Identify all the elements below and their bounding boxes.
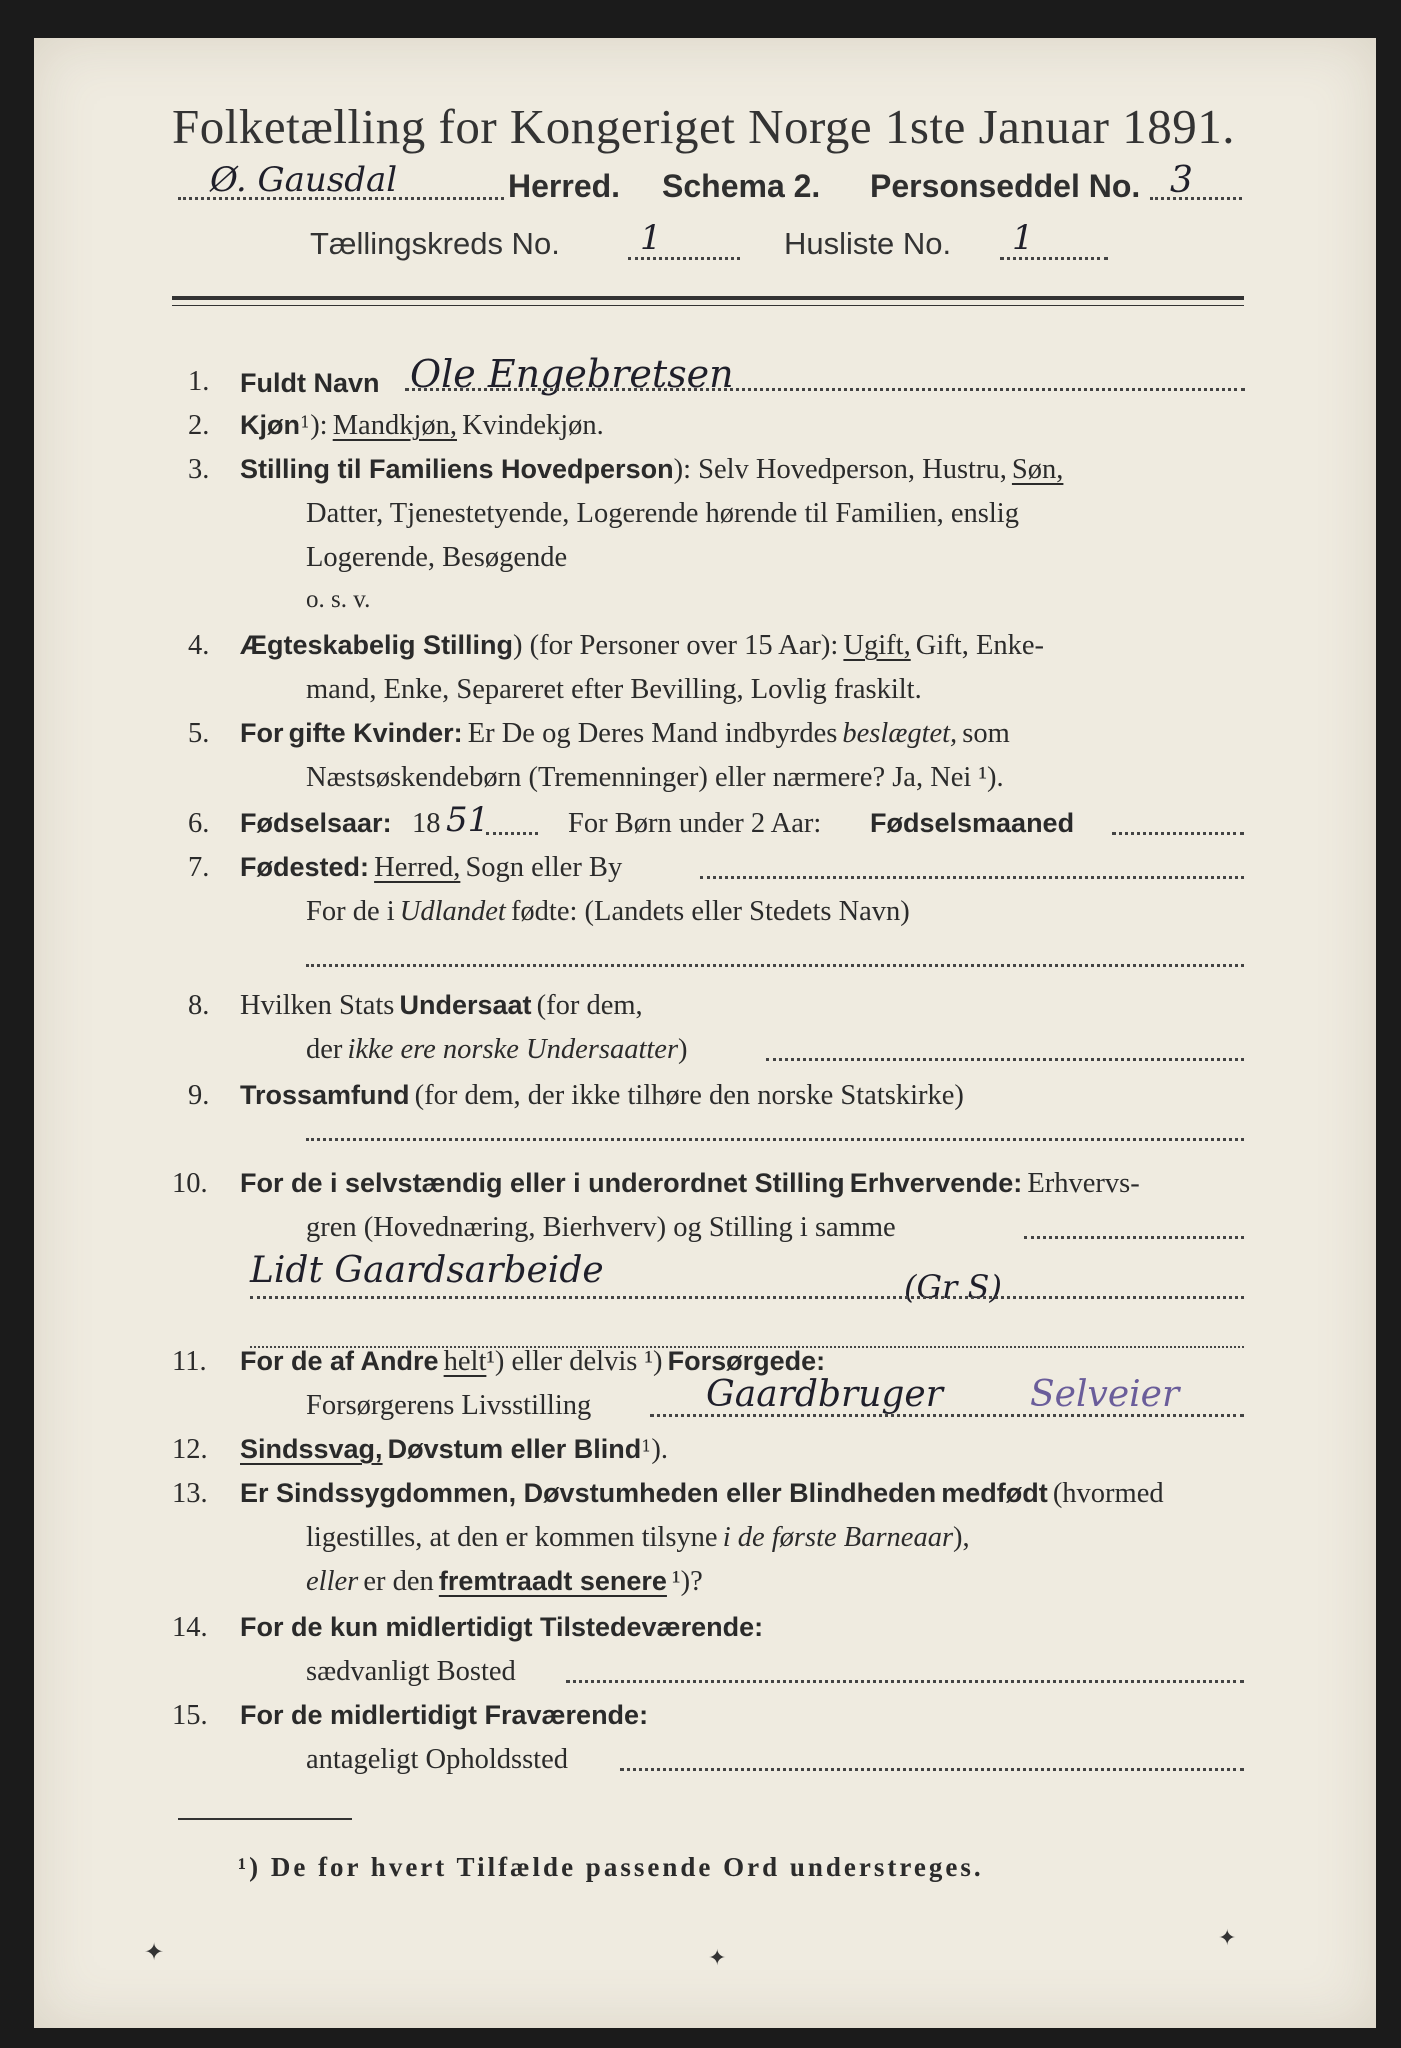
sindssvag-option: Sindssvag, [240, 1434, 383, 1464]
item-6-rest: For Børn under 2 Aar: [568, 808, 822, 839]
birth-year-prefix: 18 [412, 808, 441, 839]
item-14-label: For de kun midlertidigt Tilstedeværende: [240, 1612, 764, 1642]
birth-year-dotline [486, 832, 538, 835]
item-1-dotline [405, 388, 1245, 391]
personseddel-number: 3 [1170, 160, 1193, 201]
item-3-line-1: Stilling til Familiens Hovedperson): Selv Hovedperson, Hustru, Søn, [240, 454, 1064, 485]
item-9-dotline [306, 1138, 1244, 1141]
header-rule-thick [172, 296, 1244, 300]
item-5-number: 5. [188, 718, 210, 749]
item-3-line-2: Datter, Tjenestetyende, Logerende hørende til Familien, enslig [306, 498, 1019, 529]
item-4-line-2: mand, Enke, Separeret efter Bevilling, Lovlig fraskilt. [306, 674, 922, 705]
item-7-number: 7. [188, 852, 210, 883]
husliste-label: Husliste No. [784, 226, 952, 261]
schema-label: Schema 2. [662, 168, 821, 204]
margin-mark-left: ✦ [144, 1938, 165, 1966]
personseddel-label: Personseddel No. [870, 168, 1141, 204]
occupation-note: (Gr S) [904, 1268, 1002, 1306]
item-4-line-1: Ægteskabelig Stilling) (for Personer over 15 Aar): Ugift, Gift, Enke- [240, 630, 1045, 661]
item-3-line-3: Logerende, Besøgende [306, 542, 568, 573]
husliste-number: 1 [1012, 218, 1034, 258]
item-11-number: 11. [172, 1346, 207, 1377]
item-9-number: 9. [188, 1080, 210, 1111]
item-5-line-2: Næstsøskendebørn (Tremenninger) eller nærmere? Ja, Nei ¹). [306, 762, 1004, 793]
taellingskreds-number: 1 [640, 218, 662, 258]
item-7-dotline-2 [306, 964, 1244, 967]
item-9-line-1: Trossamfund (for dem, der ikke tilhøre den norske Statskirke) [240, 1080, 964, 1111]
item-1-label: Fuldt Navn [240, 368, 380, 398]
item-6-label: Fødselsaar: [240, 808, 392, 838]
item-6-month-label: Fødselsmaaned [870, 808, 1075, 838]
provider-occupation-extra: Selveier [1030, 1374, 1180, 1415]
item-11-line-2: Forsørgerens Livsstilling [306, 1390, 592, 1421]
ugift-option: Ugift, [843, 630, 911, 661]
personseddel-dotline [1150, 197, 1242, 200]
item-6-dotline [1112, 832, 1244, 835]
item-8-number: 8. [188, 990, 210, 1021]
item-10-line-1: For de i selvstændig eller i underordnet Stilling Erhvervende: Erhvervs- [240, 1168, 1140, 1199]
item-13-line-1: Er Sindssygdommen, Døvstumheden eller Blindheden medfødt (hvormed [240, 1478, 1164, 1509]
provider-occupation-answer: Gaardbruger [706, 1374, 943, 1415]
margin-mark-center: ✦ [708, 1946, 727, 1971]
item-12-line-1: Sindssvag, Døvstum eller Blind$^1$). [240, 1434, 669, 1465]
item-14-line-2: sædvanligt Bosted [306, 1656, 516, 1687]
helt-option: helt [443, 1346, 487, 1377]
item-5-line-1: For gifte Kvinder: Er De og Deres Mand indbyrdes beslægtet, som [240, 718, 1010, 749]
item-13-line-3: eller er den fremtraadt senere ¹)? [306, 1566, 703, 1597]
herred-label: Herred. [508, 168, 621, 204]
mandkjon-option: Mandkjøn, [332, 410, 457, 441]
occupation-answer: Lidt Gaardsarbeide [250, 1250, 604, 1291]
item-13-number: 13. [172, 1478, 208, 1509]
item-10-dotline [1024, 1236, 1244, 1239]
item-8-dotline [766, 1058, 1244, 1061]
kvindekjon-option: Kvindekjøn. [462, 410, 604, 441]
item-12-number: 12. [172, 1434, 208, 1465]
item-13-line-2: ligestilles, at den er kommen tilsyne i de første Barneaar), [306, 1522, 970, 1553]
item-8-line-1: Hvilken Stats Undersaat (for dem, [240, 990, 643, 1021]
item-7-line-1: Fødested: Herred, Sogn eller By [240, 852, 623, 883]
item-2-number: 2. [188, 410, 210, 441]
husliste-dotline [1000, 257, 1108, 260]
taellingskreds-label: Tællingskreds No. [310, 226, 560, 261]
form-title: Folketælling for Kongeriget Norge 1ste Januar 1891. [172, 99, 1235, 154]
son-option: Søn, [1011, 454, 1064, 485]
item-15-number: 15. [172, 1700, 208, 1731]
item-6-number: 6. [188, 808, 210, 839]
fremtraadt-senere-option: fremtraadt senere [438, 1566, 667, 1596]
herred-dotline [178, 197, 504, 200]
herred-option: Herred, [374, 852, 461, 883]
taellingskreds-dotline [628, 257, 740, 260]
item-14-dotline [566, 1680, 1244, 1683]
item-15-line-2: antageligt Opholdssted [306, 1744, 568, 1775]
birth-year-handwritten: 51 [446, 800, 490, 840]
item-2-line: Kjøn$^1$): Mandkjøn, Kvindekjøn. [240, 410, 604, 441]
item-14-number: 14. [172, 1612, 208, 1643]
item-10-answer-dotline [250, 1296, 1244, 1299]
full-name-answer: Ole Engebretsen [410, 352, 734, 396]
item-10-number: 10. [172, 1168, 208, 1199]
footnote-rule [178, 1818, 352, 1820]
item-1-number: 1. [188, 366, 210, 397]
herred-value: Ø. Gausdal [210, 160, 398, 200]
item-4-number: 4. [188, 630, 210, 661]
item-7-dotline [700, 876, 1244, 879]
item-15-label: For de midlertidigt Fraværende: [240, 1700, 649, 1730]
item-3-line-4: o. s. v. [306, 586, 371, 613]
item-15-dotline [620, 1768, 1244, 1771]
item-10-line-2: gren (Hovednæring, Bierhverv) og Stilling i samme [306, 1212, 896, 1243]
item-8-line-2: der ikke ere norske Undersaatter) [306, 1034, 688, 1065]
census-form-paper [34, 38, 1376, 2028]
margin-mark-right: ✦ [1218, 1926, 1237, 1951]
item-11-line-1: For de af Andre helt¹) eller delvis ¹) Forsørgede: [240, 1346, 826, 1377]
item-3-number: 3. [188, 454, 210, 485]
footnote: ¹) De for hvert Tilfælde passende Ord understreges. [238, 1852, 984, 1882]
header-rule-thin [172, 305, 1244, 306]
item-7-line-2: For de i Udlandet fødte: (Landets eller Stedets Navn) [306, 896, 910, 927]
